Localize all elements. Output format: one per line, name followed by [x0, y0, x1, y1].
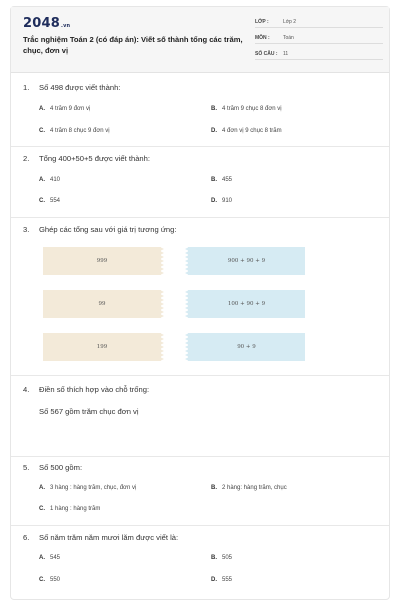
q2-option-b[interactable] [211, 177, 232, 183]
match-left-card-2[interactable] [43, 290, 161, 318]
option-letter: A. [39, 555, 45, 561]
divider [11, 525, 389, 526]
option-text: 4 trăm 8 chục 9 đơn vị [50, 128, 110, 134]
worksheet-title: Trắc nghiệm Toán 2 (có đáp án): Viết số thành tổng các trăm, chục, đơn vị [23, 35, 243, 55]
question-text: Số năm trăm năm mươi lăm được viết là: [39, 533, 179, 542]
meta-class-value: Lớp 2 [283, 19, 297, 25]
q5-option-b[interactable] [211, 485, 287, 491]
question-number: 4. [23, 385, 30, 394]
q2-option-d[interactable] [211, 198, 232, 204]
question-text: Ghép các tổng sau với giá trị tương ứng: [39, 225, 177, 234]
question-text: Điền số thích hợp vào chỗ trống: [39, 385, 150, 394]
torn-edge-icon [185, 247, 189, 275]
option-text: 555 [222, 577, 233, 583]
meta-subject-value: Toán [283, 35, 294, 41]
question-number: 3. [23, 225, 30, 234]
match-value: 199 [96, 344, 108, 350]
q1-option-b[interactable] [211, 106, 282, 112]
match-right-card-2[interactable] [188, 290, 305, 318]
option-letter: A. [39, 106, 45, 112]
option-letter: D. [211, 577, 217, 583]
meta-subject [255, 32, 383, 44]
option-text: 554 [50, 198, 61, 204]
q5-option-a[interactable] [39, 485, 136, 491]
match-left-card-3[interactable] [43, 333, 161, 361]
option-letter: B. [211, 485, 217, 491]
site-logo[interactable] [23, 16, 70, 31]
option-text: 4 trăm 9 chục 8 đơn vị [222, 106, 282, 112]
option-text: 545 [50, 555, 61, 561]
question-text: Số 498 được viết thành: [39, 83, 121, 92]
torn-edge-icon [185, 333, 189, 361]
logo-text: 2048 [23, 16, 60, 31]
torn-edge-icon [160, 290, 164, 318]
match-expression: 90 + 9 [237, 344, 256, 350]
torn-edge-icon [185, 290, 189, 318]
option-letter: B. [211, 106, 217, 112]
meta-class-label: LỚP : [255, 19, 269, 25]
option-text: 455 [222, 177, 233, 183]
option-letter: A. [39, 177, 45, 183]
q6-option-c[interactable] [39, 577, 60, 583]
option-letter: B. [211, 555, 217, 561]
q6-option-a[interactable] [39, 555, 60, 561]
q6-option-d[interactable] [211, 577, 232, 583]
option-letter: C. [39, 128, 45, 134]
option-letter: C. [39, 198, 45, 204]
match-expression: 100 + 90 + 9 [227, 301, 266, 307]
torn-edge-icon [160, 333, 164, 361]
meta-count [255, 48, 383, 60]
option-letter: C. [39, 506, 45, 512]
question-text: Số 500 gồm: [39, 463, 83, 472]
meta-count-label: SỐ CÂU : [255, 51, 278, 57]
option-text: 550 [50, 577, 61, 583]
option-letter: C. [39, 577, 45, 583]
q2-option-c[interactable] [39, 198, 60, 204]
option-letter: A. [39, 485, 45, 491]
option-letter: D. [211, 198, 217, 204]
logo-suffix: .vn [60, 23, 71, 29]
fill-in-sentence[interactable]: Số 567 gồm trăm chục đơn vị [39, 407, 139, 416]
divider [11, 217, 389, 218]
question-number: 5. [23, 463, 30, 472]
q1-option-d[interactable] [211, 128, 282, 134]
question-number: 2. [23, 154, 30, 163]
option-text: 4 đơn vị 9 chục 8 trăm [222, 128, 282, 134]
option-text: 910 [222, 198, 233, 204]
meta-count-value: 11 [283, 51, 289, 57]
option-text: 410 [50, 177, 61, 183]
option-text: 2 hàng: hàng trăm, chục [222, 485, 287, 491]
option-text: 4 trăm 9 đơn vị [50, 106, 91, 112]
option-letter: B. [211, 177, 217, 183]
question-number: 1. [23, 83, 30, 92]
q2-option-a[interactable] [39, 177, 60, 183]
match-value: 999 [96, 258, 108, 264]
divider [11, 146, 389, 147]
meta-class [255, 16, 383, 28]
divider [11, 375, 389, 376]
option-text: 1 hàng : hàng trăm [50, 506, 101, 512]
question-text: Tổng 400+50+5 được viết thành: [39, 154, 150, 163]
q1-option-c[interactable] [39, 128, 110, 134]
option-text: 505 [222, 555, 233, 561]
divider [11, 456, 389, 457]
match-left-card-1[interactable] [43, 247, 161, 275]
meta-subject-label: MÔN : [255, 35, 270, 41]
match-expression: 900 + 90 + 9 [227, 258, 266, 264]
q5-option-c[interactable] [39, 506, 100, 512]
worksheet-page [10, 6, 390, 600]
question-number: 6. [23, 533, 30, 542]
worksheet-header [11, 7, 389, 73]
match-right-card-3[interactable] [188, 333, 305, 361]
q1-option-a[interactable] [39, 106, 90, 112]
option-letter: D. [211, 128, 217, 134]
option-text: 3 hàng : hàng trăm, chục, đơn vị [50, 485, 137, 491]
torn-edge-icon [160, 247, 164, 275]
q6-option-b[interactable] [211, 555, 232, 561]
match-value: 99 [98, 301, 106, 307]
match-right-card-1[interactable] [188, 247, 305, 275]
